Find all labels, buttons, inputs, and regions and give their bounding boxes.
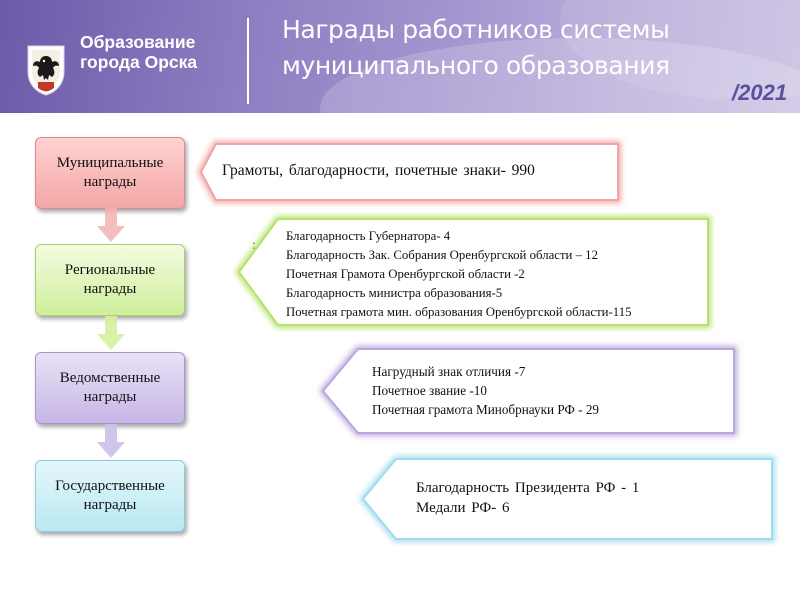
page-title bbox=[282, 12, 742, 84]
award-item: Благодарность Президента РФ - 1 bbox=[416, 480, 640, 496]
page-title-line: Награды работников системы bbox=[282, 15, 670, 44]
regional-awards-details bbox=[238, 218, 710, 326]
header-banner bbox=[0, 0, 800, 113]
org-name-line: Образование bbox=[80, 32, 196, 52]
state-awards-details bbox=[362, 458, 774, 540]
award-item: Грамоты, благодарности, почетные знаки- 990 bbox=[222, 162, 535, 179]
category-label: Ведомственные bbox=[59, 370, 161, 386]
city-emblem-icon bbox=[24, 42, 68, 96]
municipal-awards-details bbox=[200, 143, 620, 201]
category-label: награды bbox=[83, 389, 137, 405]
award-item: Почетная грамота Минобрнауки РФ - 29 bbox=[372, 402, 600, 417]
down-arrow-icon bbox=[97, 208, 125, 242]
category-departmental-awards bbox=[35, 352, 185, 424]
category-label: Муниципальные bbox=[56, 155, 164, 171]
category-label: Государственные bbox=[55, 478, 165, 494]
departmental-awards-details bbox=[322, 348, 736, 434]
category-state-awards bbox=[35, 460, 185, 532]
award-item: Почетная Грамота Оренбургской области -2 bbox=[286, 267, 525, 281]
award-item: Медали РФ- 6 bbox=[416, 500, 510, 516]
category-municipal-awards bbox=[35, 137, 185, 209]
award-item: Нагрудный знак отличия -7 bbox=[372, 364, 526, 379]
award-item: Почетное звание -10 bbox=[372, 383, 487, 398]
category-regional-awards bbox=[35, 244, 185, 316]
down-arrow-icon bbox=[97, 424, 125, 458]
category-label: Региональные bbox=[64, 262, 156, 278]
org-name bbox=[80, 32, 230, 72]
award-item: Благодарность Губернатора- 4 bbox=[286, 229, 451, 243]
category-label: награды bbox=[83, 174, 137, 190]
org-name-line: города Орска bbox=[80, 52, 198, 72]
header-divider bbox=[247, 18, 249, 104]
year-badge: /2021 bbox=[732, 80, 788, 105]
category-label: награды bbox=[83, 281, 137, 297]
list-marker: : bbox=[252, 238, 256, 253]
award-item: Благодарность министра образования-5 bbox=[286, 286, 503, 300]
category-label: награды bbox=[83, 497, 137, 513]
down-arrow-icon bbox=[97, 316, 125, 350]
award-item: Почетная грамота мин. образования Оренбургской области-115 bbox=[286, 305, 632, 319]
page-title-line: муниципального образования bbox=[282, 51, 670, 80]
award-item: Благодарность Зак. Собрания Оренбургской области – 12 bbox=[286, 248, 598, 262]
